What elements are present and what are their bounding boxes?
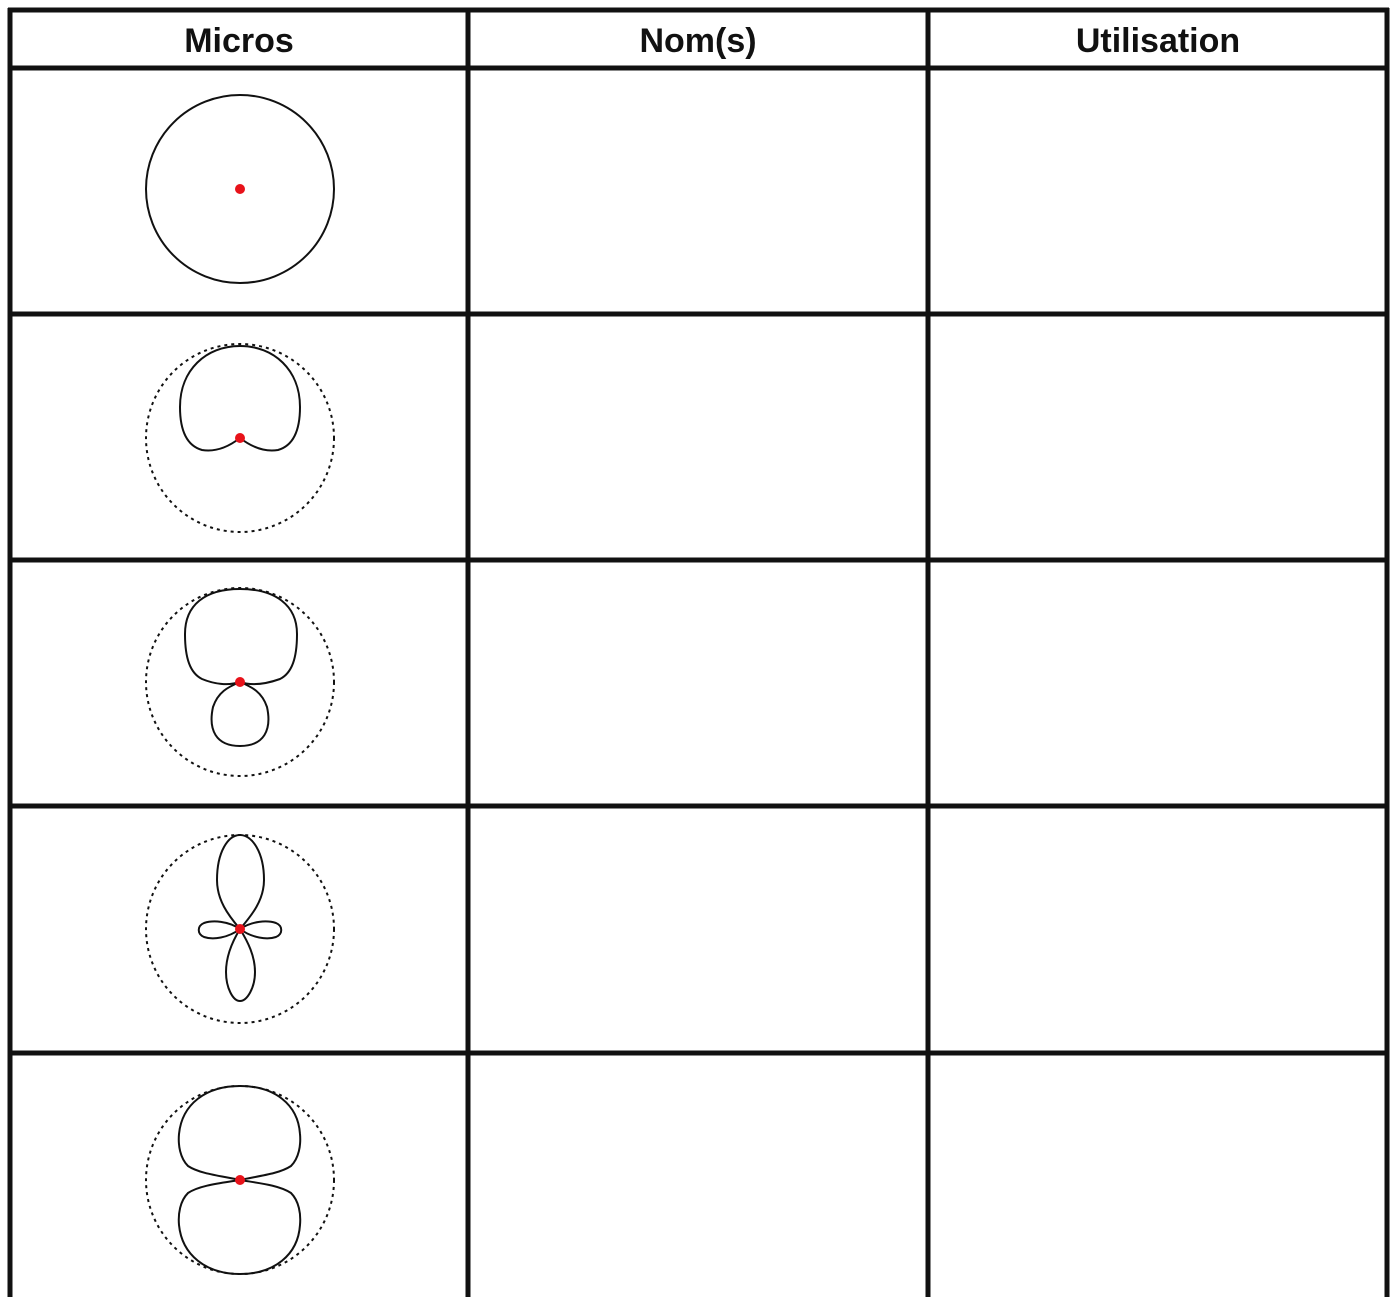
center-dot: [235, 924, 245, 934]
figure-eight-pattern-icon: [146, 1086, 334, 1274]
use-cell-2[interactable]: [931, 317, 1384, 557]
figure-eight-front-lobe: [179, 1086, 300, 1180]
use-cell-5[interactable]: [931, 1056, 1384, 1297]
supercardioid-pattern-icon: [146, 588, 334, 776]
header-utilisation: Utilisation: [1075, 22, 1241, 60]
center-dot: [235, 184, 245, 194]
cardioid-pattern-icon: [146, 344, 334, 532]
header-micros: Micros: [184, 22, 294, 60]
center-dot: [235, 677, 245, 687]
name-cell-1[interactable]: [471, 71, 925, 311]
supercardioid-front-lobe: [185, 589, 297, 684]
shotgun-pattern-icon: [146, 835, 334, 1023]
supercardioid-rear-lobe: [212, 682, 269, 746]
use-cell-3[interactable]: [931, 563, 1384, 803]
name-cell-2[interactable]: [471, 317, 925, 557]
shotgun-right-side-lobe: [240, 921, 281, 938]
center-dot: [235, 1175, 245, 1185]
center-dot: [235, 433, 245, 443]
use-cell-4[interactable]: [931, 809, 1384, 1050]
shotgun-rear-lobe: [226, 929, 255, 1001]
shotgun-front-lobe: [217, 835, 264, 929]
shotgun-left-side-lobe: [199, 921, 240, 938]
header-noms: Nom(s): [639, 22, 757, 60]
name-cell-4[interactable]: [471, 809, 925, 1050]
name-cell-5[interactable]: [471, 1056, 925, 1297]
use-cell-1[interactable]: [931, 71, 1384, 311]
name-cell-3[interactable]: [471, 563, 925, 803]
figure-eight-rear-lobe: [179, 1180, 300, 1274]
omnidirectional-pattern-icon: [146, 95, 334, 283]
